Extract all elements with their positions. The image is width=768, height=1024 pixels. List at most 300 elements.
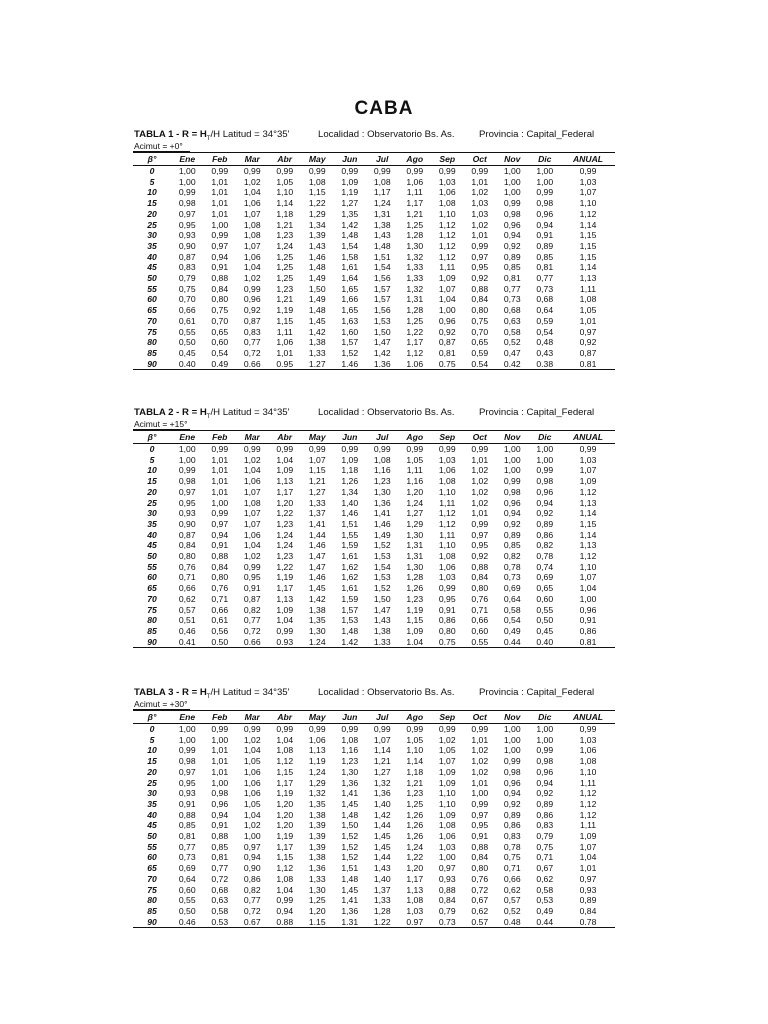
- ratio-cell: 0,69: [536, 572, 554, 583]
- tilt-angle-cell: 50: [147, 551, 157, 562]
- ratio-cell: 1,20: [308, 905, 326, 916]
- ratio-cell: 1,08: [308, 176, 326, 187]
- ratio-cell: 1,12: [438, 240, 456, 251]
- ratio-cell: 1,00: [243, 831, 261, 842]
- ratio-cell: 0,50: [178, 337, 196, 348]
- azimuth-label: Acimut = +0°: [133, 141, 190, 152]
- table-row: [133, 615, 615, 626]
- ratio-cell: 1,48: [341, 625, 359, 636]
- ratio-cell: 1,36: [373, 788, 391, 799]
- ratio-cell: 1,03: [471, 198, 489, 209]
- ratio-cell: 1,49: [373, 529, 391, 540]
- ratio-cell: 0,76: [471, 593, 489, 604]
- tilt-angle-cell: 90: [147, 358, 157, 369]
- ratio-cell: 1,38: [308, 337, 326, 348]
- column-header: Sep: [439, 432, 456, 442]
- ratio-cell: 1,45: [308, 315, 326, 326]
- ratio-cell: 0,98: [503, 486, 521, 497]
- ratio-cell: 1,19: [276, 831, 294, 842]
- ratio-cell: 1,01: [471, 777, 489, 788]
- ratio-cell: 1,52: [341, 347, 359, 358]
- ratio-cell: 1,53: [373, 315, 391, 326]
- tilt-angle-cell: 75: [147, 326, 157, 337]
- ratio-cell: 1,23: [276, 551, 294, 562]
- tilt-angle-cell: 20: [147, 766, 157, 777]
- ratio-cell: 1,00: [471, 788, 489, 799]
- ratio-cell: 1,11: [276, 326, 293, 337]
- ratio-cell: 1,10: [579, 561, 597, 572]
- province-label: Provincia : Capital_Federal: [479, 129, 595, 140]
- ratio-cell: 0,83: [503, 831, 521, 842]
- ratio-cell: 1,10: [438, 486, 456, 497]
- tilt-angle-cell: 35: [147, 798, 157, 809]
- ratio-cell: 1,42: [308, 326, 326, 337]
- ratio-cell: 1,12: [276, 756, 294, 767]
- ratio-cell: 1,07: [243, 240, 261, 251]
- ratio-cell: 1,10: [406, 745, 424, 756]
- ratio-cell: 1,04: [276, 884, 294, 895]
- ratio-cell: 0,84: [579, 905, 597, 916]
- ratio-cell: 1,07: [243, 486, 261, 497]
- table-header-line: [133, 406, 615, 419]
- ratio-cell: 0,87: [243, 315, 261, 326]
- ratio-cell: 1,52: [341, 841, 359, 852]
- ratio-cell: 1,16: [341, 745, 359, 756]
- ratio-cell: 1,42: [341, 219, 359, 230]
- ratio-cell: 0,77: [503, 283, 521, 294]
- ratio-cell: 1,23: [341, 756, 359, 767]
- ratio-cell: 1,34: [308, 219, 326, 230]
- tilt-angle-cell: 35: [147, 518, 157, 529]
- ratio-cell: 0,97: [471, 251, 489, 262]
- ratio-cell: 1,54: [373, 262, 391, 273]
- ratio-cell: 1,11: [439, 262, 456, 273]
- ratio-cell: 1,07: [579, 187, 597, 198]
- ratio-cell: 1,62: [341, 561, 359, 572]
- ratio-cell: 1,21: [406, 208, 424, 219]
- ratio-cell: 0,89: [503, 251, 521, 262]
- tilt-angle-cell: 75: [147, 884, 157, 895]
- ratio-cell: 1,36: [341, 777, 359, 788]
- ratio-cell: 1,13: [579, 540, 597, 551]
- ratio-cell: 0,98: [503, 766, 521, 777]
- ratio-cell: 0,99: [178, 745, 196, 756]
- column-header: Abr: [277, 712, 293, 722]
- column-header: ANUAL: [572, 712, 604, 722]
- ratio-cell: 1,31: [373, 208, 391, 219]
- ratio-cell: 0.42: [503, 358, 521, 369]
- ratio-cell: 0,99: [341, 444, 359, 454]
- tilt-angle-cell: 60: [147, 852, 157, 863]
- ratio-cell: 0,95: [243, 572, 261, 583]
- ratio-cell: 0,60: [178, 884, 196, 895]
- ratio-cell: 1,00: [503, 187, 521, 198]
- ratio-cell: 1,20: [276, 497, 294, 508]
- tilt-angle-cell: 40: [147, 251, 157, 262]
- table-row: [133, 799, 615, 810]
- ratio-cell: 1,12: [438, 230, 456, 241]
- ratio-cell: 0,47: [503, 347, 521, 358]
- ratio-cell: 0,96: [211, 798, 229, 809]
- ratio-cell: 0,76: [211, 583, 229, 594]
- ratio-cell: 1,15: [579, 518, 597, 529]
- ratio-cell: 1.46: [341, 358, 359, 369]
- data-table: [133, 152, 615, 370]
- ratio-cell: 0,61: [178, 315, 196, 326]
- tilt-angle-cell: 10: [147, 465, 157, 476]
- ratio-cell: 1,01: [471, 508, 489, 519]
- ratio-cell: 0,98: [536, 756, 554, 767]
- ratio-cell: 0,89: [536, 240, 554, 251]
- table-row: [133, 498, 615, 509]
- tilt-angle-cell: 50: [147, 273, 157, 284]
- table-row: [133, 337, 615, 348]
- ratio-cell: 1,26: [406, 820, 424, 831]
- ratio-cell: 1,32: [406, 251, 424, 262]
- ratio-cell: 0,99: [211, 724, 229, 734]
- ratio-cell: 0,66: [178, 583, 196, 594]
- ratio-cell: 0,99: [211, 230, 229, 241]
- ratio-cell: 1,27: [308, 486, 326, 497]
- column-header: Jul: [376, 432, 389, 442]
- ratio-cell: 1,08: [579, 756, 597, 767]
- ratio-cell: 1,00: [536, 454, 554, 465]
- ratio-cell: 1,28: [406, 572, 424, 583]
- ratio-cell: 0,68: [503, 305, 521, 316]
- ratio-cell: 1,33: [308, 347, 326, 358]
- ratio-cell: 0,92: [471, 551, 489, 562]
- ratio-cell: 0,55: [178, 895, 196, 906]
- ratio-cell: 0,74: [536, 561, 554, 572]
- ratio-cell: 0,77: [536, 273, 554, 284]
- ratio-cell: 1,01: [471, 734, 489, 745]
- ratio-cell: 0,66: [471, 615, 489, 626]
- ratio-cell: 0,91: [579, 615, 597, 626]
- ratio-cell: 1,61: [341, 551, 359, 562]
- ratio-cell: 0,61: [211, 615, 229, 626]
- ratio-cell: 1,22: [308, 198, 326, 209]
- ratio-cell: 0,92: [471, 273, 489, 284]
- ratio-cell: 0,99: [243, 444, 261, 454]
- ratio-cell: 0.93: [276, 636, 294, 647]
- column-header: Feb: [212, 432, 228, 442]
- locality-label: Localidad : Observatorio Bs. As.: [318, 129, 455, 140]
- ratio-cell: 1,00: [503, 724, 521, 734]
- tilt-angle-cell: 90: [147, 916, 157, 927]
- ratio-cell: 0.40: [536, 636, 554, 647]
- column-header: Jul: [376, 154, 389, 164]
- ratio-cell: 1,11: [406, 187, 423, 198]
- tilt-angle-cell: 25: [147, 219, 157, 230]
- ratio-cell: 1,13: [406, 884, 424, 895]
- ratio-cell: 0,52: [503, 337, 521, 348]
- ratio-cell: 1,02: [471, 476, 489, 487]
- ratio-cell: 1,30: [406, 529, 424, 540]
- ratio-cell: 1,24: [276, 540, 294, 551]
- tilt-angle-cell: 40: [147, 529, 157, 540]
- column-header: Ene: [179, 154, 196, 164]
- column-header: Jul: [376, 712, 389, 722]
- ratio-cell: 0,68: [536, 294, 554, 305]
- ratio-cell: 0,86: [536, 809, 554, 820]
- ratio-cell: 1,12: [276, 863, 294, 874]
- ratio-cell: 0,94: [536, 219, 554, 230]
- ratio-cell: 1,04: [243, 809, 261, 820]
- ratio-cell: 1,04: [276, 454, 294, 465]
- table-row: [133, 177, 615, 188]
- ratio-cell: 1,04: [276, 615, 294, 626]
- ratio-cell: 0,62: [503, 884, 521, 895]
- ratio-cell: 1,04: [579, 583, 597, 594]
- ratio-cell: 1,34: [341, 486, 359, 497]
- ratio-cell: 1,28: [406, 230, 424, 241]
- ratio-cell: 1,14: [579, 508, 597, 519]
- table-row: [133, 735, 615, 746]
- ratio-cell: 0,87: [178, 251, 196, 262]
- ratio-cell: 1,12: [579, 551, 597, 562]
- ratio-cell: 1,05: [406, 734, 424, 745]
- ratio-cell: 1,17: [276, 486, 294, 497]
- ratio-cell: 1,28: [373, 905, 391, 916]
- ratio-cell: 1,01: [211, 208, 229, 219]
- table-row: [133, 166, 615, 177]
- ratio-cell: 0.73: [438, 916, 456, 927]
- ratio-cell: 0,96: [579, 604, 597, 615]
- ratio-cell: 0,92: [243, 305, 261, 316]
- ratio-cell: 1,21: [276, 219, 294, 230]
- ratio-cell: 1,01: [211, 454, 229, 465]
- tilt-angle-cell: 0: [149, 444, 155, 454]
- column-header: Oct: [472, 432, 487, 442]
- radiation-table-1: [133, 128, 615, 370]
- ratio-cell: 1,06: [438, 187, 456, 198]
- ratio-cell: 1,09: [341, 454, 359, 465]
- ratio-cell: 1,14: [276, 198, 294, 209]
- ratio-cell: 1,52: [373, 540, 391, 551]
- ratio-cell: 1,25: [406, 219, 424, 230]
- ratio-cell: 1,24: [276, 240, 294, 251]
- column-header: ANUAL: [572, 432, 604, 442]
- ratio-cell: 1,63: [341, 315, 359, 326]
- ratio-cell: 0,80: [471, 305, 489, 316]
- tilt-angle-cell: 55: [147, 561, 157, 572]
- table-row: [133, 209, 615, 220]
- ratio-cell: 1,57: [373, 283, 391, 294]
- ratio-cell: 1,03: [438, 841, 456, 852]
- ratio-cell: 1,00: [536, 444, 554, 454]
- ratio-cell: 1,52: [373, 583, 391, 594]
- column-header: Dic: [538, 712, 552, 722]
- ratio-cell: 1,24: [308, 766, 326, 777]
- ratio-cell: 1,04: [243, 262, 261, 273]
- ratio-cell: 0,99: [341, 166, 359, 176]
- ratio-cell: 0,92: [536, 788, 554, 799]
- ratio-cell: 1,08: [373, 454, 391, 465]
- column-header: Mar: [244, 712, 260, 722]
- table-row: [133, 852, 615, 863]
- column-header: Mar: [244, 432, 260, 442]
- ratio-cell: 1,48: [341, 230, 359, 241]
- ratio-cell: 1,45: [341, 884, 359, 895]
- ratio-cell: 1,04: [243, 540, 261, 551]
- ratio-cell: 0,99: [579, 166, 597, 176]
- ratio-cell: 0,63: [503, 315, 521, 326]
- tilt-angle-cell: 40: [147, 809, 157, 820]
- ratio-cell: 1,01: [579, 863, 597, 874]
- ratio-cell: 1,25: [276, 273, 294, 284]
- ratio-cell: 1,20: [406, 863, 424, 874]
- ratio-cell: 1,12: [438, 518, 456, 529]
- ratio-cell: 0,89: [536, 798, 554, 809]
- ratio-cell: 1,02: [243, 551, 261, 562]
- ratio-cell: 0,71: [211, 593, 229, 604]
- ratio-cell: 1,01: [211, 476, 229, 487]
- tilt-angle-cell: 25: [147, 777, 157, 788]
- ratio-cell: 0,96: [438, 315, 456, 326]
- ratio-cell: 1,01: [211, 756, 229, 767]
- ratio-cell: 0,99: [536, 465, 554, 476]
- ratio-cell: 1,12: [438, 508, 456, 519]
- ratio-cell: 1,08: [406, 895, 424, 906]
- table-row: [133, 476, 615, 487]
- ratio-cell: 0,87: [579, 347, 597, 358]
- ratio-cell: 1,21: [276, 294, 294, 305]
- ratio-cell: 1,08: [373, 176, 391, 187]
- ratio-cell: 1,10: [438, 208, 456, 219]
- latitude-label: /H Latitud = 34°35': [210, 687, 290, 698]
- ratio-cell: 1,23: [276, 518, 294, 529]
- ratio-cell: 0,98: [536, 476, 554, 487]
- ratio-cell: 0,91: [211, 820, 229, 831]
- column-header: Feb: [212, 712, 228, 722]
- column-header: Nov: [504, 154, 521, 164]
- ratio-cell: 1,05: [276, 176, 294, 187]
- ratio-cell: 1,09: [341, 176, 359, 187]
- ratio-cell: 0,85: [503, 540, 521, 551]
- table-formula: - R = H: [173, 129, 207, 140]
- ratio-cell: 1,07: [243, 508, 261, 519]
- table-row: [133, 820, 615, 831]
- ratio-cell: 0.66: [243, 636, 261, 647]
- table-row: [133, 508, 615, 519]
- ratio-cell: 1,03: [438, 176, 456, 187]
- ratio-cell: 1,06: [579, 745, 597, 756]
- azimuth-label: Acimut = +30°: [133, 699, 190, 710]
- ratio-cell: 0,94: [503, 230, 521, 241]
- ratio-cell: 1.06: [406, 358, 424, 369]
- tilt-angle-cell: 0: [149, 724, 155, 734]
- ratio-cell: 1,13: [579, 497, 597, 508]
- ratio-cell: 1,35: [308, 798, 326, 809]
- ratio-cell: 1.42: [341, 636, 359, 647]
- ratio-cell: 1,57: [373, 294, 391, 305]
- ratio-cell: 0,99: [276, 444, 294, 454]
- ratio-cell: 1,36: [373, 497, 391, 508]
- ratio-cell: 1,01: [211, 176, 229, 187]
- data-table: [133, 430, 615, 648]
- ratio-cell: 0,99: [406, 724, 424, 734]
- column-header: Sep: [439, 712, 456, 722]
- tilt-angle-cell: 85: [147, 625, 157, 636]
- tilt-angle-cell: 60: [147, 572, 157, 583]
- column-header: May: [308, 154, 326, 164]
- ratio-cell: 1,46: [373, 518, 391, 529]
- ratio-cell: 0,94: [503, 788, 521, 799]
- ratio-cell: 1,55: [341, 529, 359, 540]
- table-label: TABLA 1: [134, 129, 174, 140]
- ratio-cell: 1,51: [341, 863, 359, 874]
- ratio-cell: 0,72: [243, 905, 261, 916]
- table-row: [133, 906, 615, 917]
- ratio-cell: 1,38: [308, 852, 326, 863]
- ratio-cell: 0,84: [438, 895, 456, 906]
- ratio-cell: 1,24: [276, 529, 294, 540]
- ratio-cell: 1,06: [438, 465, 456, 476]
- ratio-cell: 0,97: [471, 529, 489, 540]
- ratio-cell: 0,81: [178, 831, 196, 842]
- table-row: [133, 572, 615, 583]
- column-header: Dic: [538, 432, 552, 442]
- ratio-cell: 0,88: [211, 273, 229, 284]
- ratio-cell: 1,23: [373, 476, 391, 487]
- column-header: Dic: [538, 154, 552, 164]
- ratio-cell: 1,37: [373, 884, 391, 895]
- ratio-cell: 0,64: [536, 305, 554, 316]
- ratio-cell: 0.38: [536, 358, 554, 369]
- ratio-cell: 0,95: [471, 820, 489, 831]
- ratio-cell: 1.15: [308, 916, 326, 927]
- ratio-cell: 0,83: [178, 262, 196, 273]
- ratio-cell: 0.75: [438, 358, 456, 369]
- ratio-cell: 1,12: [438, 219, 456, 230]
- ratio-cell: 1,50: [308, 283, 326, 294]
- ratio-cell: 1,56: [373, 305, 391, 316]
- ratio-cell: 0,96: [503, 777, 521, 788]
- ratio-cell: 0,82: [503, 551, 521, 562]
- ratio-cell: 0,72: [471, 884, 489, 895]
- ratio-cell: 1,42: [373, 809, 391, 820]
- ratio-cell: 1,06: [438, 561, 456, 572]
- tilt-angle-cell: 55: [147, 283, 157, 294]
- latitude-label: /H Latitud = 34°35': [210, 407, 290, 418]
- table-row: [133, 562, 615, 573]
- ratio-cell: 0.81: [579, 636, 597, 647]
- table-label: TABLA 2: [134, 407, 174, 418]
- ratio-cell: 1,09: [438, 809, 456, 820]
- ratio-cell: 1,00: [178, 166, 196, 176]
- column-header-row: [133, 153, 615, 166]
- ratio-cell: 1,02: [471, 756, 489, 767]
- ratio-cell: 0,80: [471, 863, 489, 874]
- ratio-cell: 0,87: [178, 529, 196, 540]
- ratio-cell: 1,40: [341, 497, 359, 508]
- ratio-cell: 0,79: [536, 831, 554, 842]
- ratio-cell: 1,22: [276, 561, 294, 572]
- ratio-cell: 0,99: [406, 444, 424, 454]
- ratio-cell: 1,43: [308, 240, 326, 251]
- ratio-cell: 0,65: [211, 326, 229, 337]
- ratio-cell: 0,78: [536, 551, 554, 562]
- ratio-cell: 1,06: [243, 251, 261, 262]
- ratio-cell: 1,07: [438, 283, 456, 294]
- ratio-cell: 0,50: [178, 905, 196, 916]
- table-row: [133, 230, 615, 241]
- ratio-cell: 0,99: [438, 583, 456, 594]
- ratio-cell: 1,17: [276, 777, 294, 788]
- ratio-cell: 0,49: [503, 625, 521, 636]
- ratio-cell: 0,85: [503, 262, 521, 273]
- ratio-cell: 1,26: [406, 583, 424, 594]
